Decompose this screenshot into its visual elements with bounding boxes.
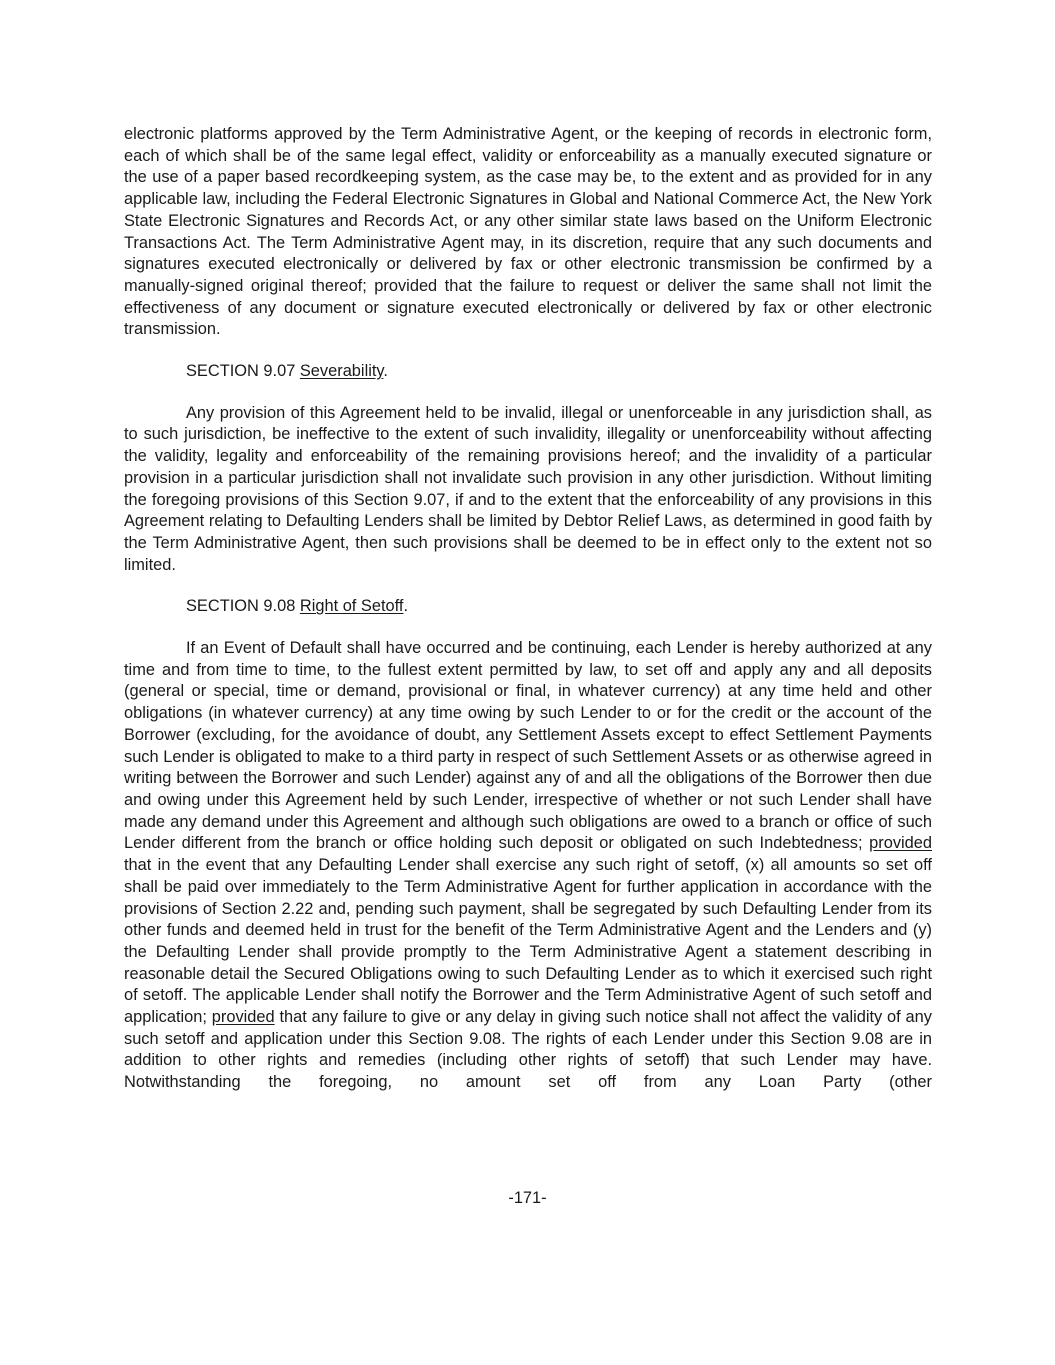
spacer: [124, 341, 932, 361]
section-9-08-punct: .: [403, 597, 409, 616]
section-9-08-body-part2: that in the event that any Defaulting Lender shall exercise any such right of setoff, (x) all amounts so set off shall be paid over immediately to the Term Administrative Agent for further application in accordance with the provisions of Section 2.22 and, pending such payment, shall be segregated by such Defaulting Lender from its other funds and deemed held in trust for the benefit of the Term Administrative Agent and the Lenders and (y) the Defaulting Lender shall provide promptly to the Term Administrative Agent a statement describing in reasonable detail the Secured Obligations owing to such Defaulting Lender as to which it exercised such right of setoff. The applicable Lender shall notify the Borrower and the Term Administrative Agent of such setoff and application;: [124, 856, 932, 1027]
provided-term-2: provided: [211, 1008, 275, 1027]
section-9-08-title: Right of Setoff: [299, 597, 404, 616]
spacer: [124, 383, 932, 403]
provided-term-1: provided: [869, 834, 932, 853]
spacer: [124, 618, 932, 638]
section-9-08-body-part1: If an Event of Default shall have occurred and be continuing, each Lender is hereby authorized at any time and from time to time, to the fullest extent permitted by law, to set off and apply any and all deposits (general or special, time or demand, provisional or final, in whatever currency) at any time held and other obligations (in whatever currency) at any time owing by such Lender to or for the credit or the account of the Borrower (excluding, for the avoidance of doubt, any Settlement Assets except to effect Settlement Payments such Lender is obligated to make to a third party in respect of such Settlement Assets or as otherwise agreed in writing between the Borrower and such Lender) against any of and all the obligations of the Borrower then due and owing under this Agreement held by such Lender, irrespective of whether or not such Lender shall have made any demand under this Agreement and although such obligations are owed to a branch or office of such Lender different from the branch or office holding such deposit or obligated on such Indebtedness;: [124, 639, 932, 853]
spacer: [124, 576, 932, 596]
document-page: [124, 124, 932, 1094]
paragraph-electronic-signatures: electronic platforms approved by the Term Administrative Agent, or the keeping of records in electronic form, each of which shall be of the same legal effect, validity or enforceability as a manually executed signature or the use of a paper based recordkeeping system, as the case may be, to the extent and as provided for in any applicable law, including the Federal Electronic Signatures in Global and National Commerce Act, the New York State Electronic Signatures and Records Act, or any other similar state laws based on the Uniform Electronic Transactions Act. The Term Administrative Agent may, in its discretion, require that any such documents and signatures executed electronically or delivered by fax or other electronic transmission be confirmed by a manually-signed original thereof; provided that the failure to request or deliver the same shall not limit the effectiveness of any document or signature executed electronically or delivered by fax or other electronic transmission.: [124, 125, 932, 339]
section-9-08-number: SECTION 9.08: [186, 597, 296, 616]
section-9-07-heading: [124, 361, 932, 383]
section-9-07-punct: .: [383, 362, 388, 381]
section-9-07-title: Severability: [299, 362, 384, 381]
page-number: -171-: [508, 1189, 547, 1207]
section-9-08-body-part3: that any failure to give or any delay in giving such notice shall not affect the validity of any such setoff and application under this Section 9.08. The rights of each Lender under this Section 9.08 are in addition to other rights and remedies (including other rights of setoff) that such Lender may have. Notwithstanding the foregoing, no amount set off from any Loan Party (other: [124, 1008, 932, 1092]
section-9-08-heading: [124, 596, 932, 618]
section-9-08-body: [124, 638, 932, 1094]
section-9-07-number: SECTION 9.07: [186, 362, 296, 381]
section-9-07-body: Any provision of this Agreement held to be invalid, illegal or unenforceable in any jurisdiction shall, as to such jurisdiction, be ineffective to the extent of such invalidity, illegality or unenforceability without affecting the validity, legality and enforceability of the remaining provisions hereof; and the invalidity of a particular provision in a particular jurisdiction shall not invalidate such provision in any other jurisdiction. Without limiting the foregoing provisions of this Section 9.07, if and to the extent that the enforceability of any provisions in this Agreement relating to Defaulting Lenders shall be limited by Debtor Relief Laws, as determined in good faith by the Term Administrative Agent, then such provisions shall be deemed to be in effect only to the extent not so limited.: [124, 403, 932, 574]
